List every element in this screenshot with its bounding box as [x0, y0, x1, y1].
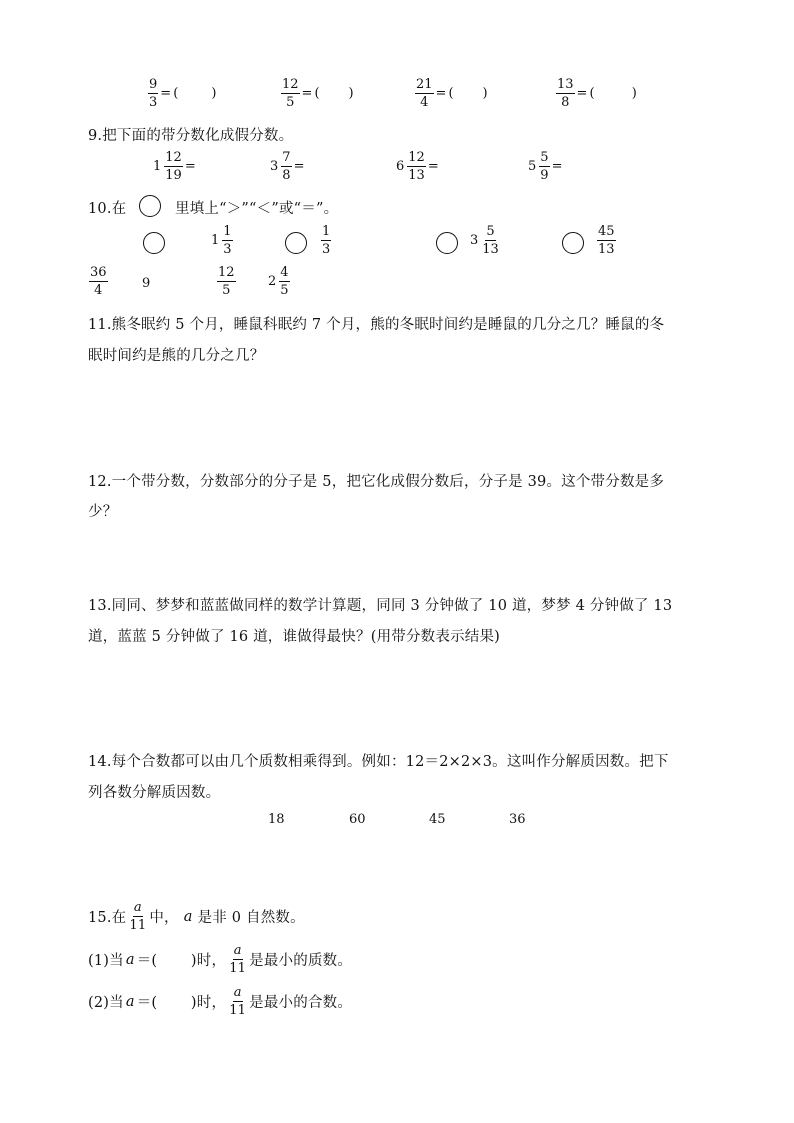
- mixed-number-item: 5 $\frac{5}{9}$ =: [528, 150, 563, 183]
- answer-blank[interactable]: ( ): [589, 86, 637, 101]
- compare-circle-example: [139, 195, 161, 217]
- question-15-part1: (1)当 a ＝( )时， $\frac{a}{11}$ 是最小的质数。: [88, 943, 353, 976]
- question-12-line2: 少？: [88, 504, 118, 520]
- mixed-number-item: 3 $\frac{5}{13}$: [470, 224, 499, 257]
- number-to-factor: 45: [429, 812, 446, 827]
- fraction-item: $\frac{12}{5}$: [218, 265, 235, 298]
- answer-blank[interactable]: ( ): [314, 86, 354, 101]
- question-14-line2: 列各数分解质因数。: [88, 785, 221, 801]
- compare-circle[interactable]: [562, 232, 584, 254]
- question-10-prefix: 10.在: [88, 201, 127, 217]
- question-11-line1: 11.熊冬眠约 5 个月，睡鼠科眠约 7 个月，熊的冬眠时间约是睡鼠的几分之几？睡鼠的冬: [88, 317, 665, 333]
- fraction-item: $\frac{45}{13}$: [598, 224, 615, 257]
- answer-blank[interactable]: ＝( )时，: [136, 953, 227, 969]
- mixed-number-item: 1 $\frac{12}{19}$ =: [153, 150, 196, 183]
- mixed-number-item: 2 $\frac{4}{5}$: [268, 265, 289, 298]
- fraction-item: $\frac{13}{8}$ = ( ): [557, 77, 637, 110]
- compare-circle[interactable]: [143, 232, 165, 254]
- answer-blank[interactable]: ( ): [448, 86, 488, 101]
- number-to-factor: 36: [509, 812, 526, 827]
- question-11-line2: 眠时间约是熊的几分之几？: [88, 348, 265, 364]
- question-9-title: 9.把下面的带分数化成假分数。: [88, 128, 294, 144]
- answer-blank[interactable]: ( ): [173, 86, 217, 101]
- number-to-factor: 60: [349, 812, 366, 827]
- mixed-number-item: 1 $\frac{1}{3}$: [211, 224, 232, 257]
- fraction-item: $\frac{1}{3}$: [322, 224, 331, 257]
- question-10-suffix: 里填上“＞”“＜”或“＝”。: [175, 201, 339, 217]
- question-12-line1: 12.一个带分数，分数部分的分子是 5，把它化成假分数后，分子是 39。这个带分数是多: [88, 474, 665, 490]
- question-15-part2: (2)当 a ＝( )时， $\frac{a}{11}$ 是最小的合数。: [88, 985, 353, 1018]
- fraction-item: $\frac{12}{5}$ = ( ): [282, 77, 354, 110]
- fraction-item: $\frac{9}{3}$ = ( ): [149, 77, 217, 110]
- fraction: $\frac{9}{3}$: [149, 77, 158, 110]
- question-15-intro: 15.在 $\frac{a}{11}$ 中， a 是非 0 自然数。: [88, 900, 305, 933]
- question-13-line1: 13.同同、梦梦和蓝蓝做同样的数学计算题，同同 3 分钟做了 10 道，梦梦 4 分钟做了 13: [88, 598, 673, 614]
- mixed-number-item: 3 $\frac{7}{8}$ =: [270, 150, 305, 183]
- question-13-line2: 道，蓝蓝 5 分钟做了 16 道，谁做得最快？(用带分数表示结果): [88, 629, 501, 645]
- fraction: $\frac{21}{4}$: [416, 77, 433, 110]
- fraction-item: $\frac{21}{4}$ = ( ): [416, 77, 488, 110]
- fraction: $\frac{12}{5}$: [282, 77, 299, 110]
- number-to-factor: 18: [268, 812, 285, 827]
- whole-number-item: 9: [142, 276, 151, 291]
- question-14-line1: 14.每个合数都可以由几个质数相乘得到。例如：12＝2×2×3。这叫作分解质因数。把下: [88, 754, 669, 770]
- fraction: $\frac{13}{8}$: [557, 77, 574, 110]
- mixed-number-item: 6 $\frac{12}{13}$ =: [396, 150, 439, 183]
- compare-circle[interactable]: [436, 232, 458, 254]
- fraction-item: $\frac{36}{4}$: [90, 265, 107, 298]
- compare-circle[interactable]: [285, 232, 307, 254]
- answer-blank[interactable]: ＝( )时，: [136, 995, 227, 1011]
